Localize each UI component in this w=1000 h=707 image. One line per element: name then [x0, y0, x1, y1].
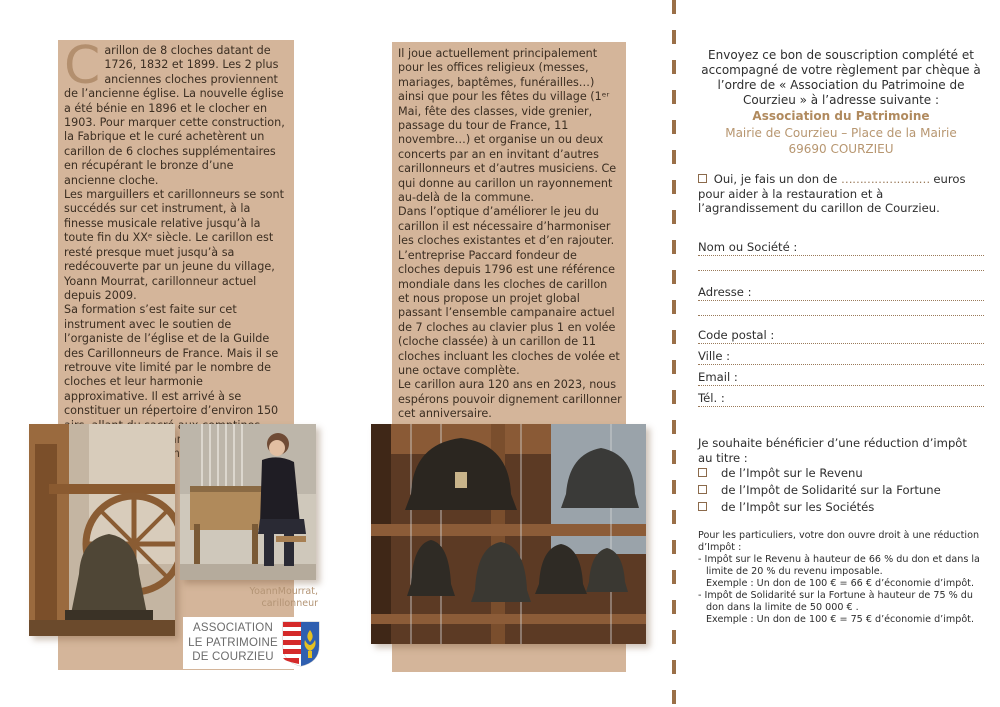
address-field[interactable] [698, 285, 984, 301]
carillonneur-photo [180, 424, 316, 580]
association-name: Association du Patrimoine [752, 109, 930, 123]
association-logo [183, 617, 323, 669]
notes-isf-2: don dans la limite de 50 000 € . [706, 602, 859, 613]
column1-text [64, 36, 288, 462]
phone-field[interactable] [698, 391, 984, 407]
photo-caption [220, 586, 318, 609]
column2-text [398, 47, 622, 422]
notes-ir-1: - Impôt sur le Revenu à hauteur de 66 % du don et dans la [698, 554, 980, 565]
column2-paragraph-2: Dans l’optique d’améliorer le jeu du carillon il est nécessaire d’harmoniser les cloches existantes et d’en rajouter. [398, 205, 615, 248]
notes-intro: Pour les particuliers, votre don ouvre droit à une réduction d’Impôt : [698, 530, 980, 553]
bells-photo [371, 424, 646, 644]
association-address [698, 126, 984, 157]
option-wealth-tax[interactable] [698, 483, 941, 497]
address-line-1: Mairie de Courzieu – Place de la Mairie [725, 126, 957, 140]
notes-isf-1: - Impôt de Solidarité sur la Fortune à hauteur de 75 % du [698, 590, 973, 601]
phone-label: Tél. : [698, 391, 725, 405]
donation-checkbox[interactable] [698, 174, 707, 183]
donation-prefix: Oui, je fais un don de [713, 172, 838, 186]
postal-code-field[interactable] [698, 328, 984, 344]
column1-paragraph-1: arillon de 8 cloches datant de 1726, 1832 et 1899. Les 2 plus anciennes cloches proviennent de l’ancienne église. La nouvelle église a été bénie en 1896 et le clocher en 1903. Pour marquer cette construction, la Fabrique et le curé achetèrent un carillon de 6 cloches supplémentaires en récupérant le bronze d’une ancienne cloche. [64, 44, 285, 187]
coat-of-arms-icon [281, 620, 321, 668]
option-corporate-tax[interactable] [698, 500, 874, 514]
wealth-tax-label: de l’Impôt de Solidarité sur la Fortune [721, 483, 941, 497]
name-field[interactable] [698, 240, 984, 256]
column2-paragraph-4: Le carillon aura 120 ans en 2023, nous espérons pouvoir dignement carillonner cet anniversaire. [398, 378, 622, 421]
logo-text [187, 621, 279, 665]
address-label: Adresse : [698, 285, 752, 299]
city-label: Ville : [698, 349, 731, 363]
form-intro: Envoyez ce bon de souscription complété et accompagné de votre règlement par chèque à l’ordre de « Association du Patrimoine de Courzieu » à l’adresse suivante : [701, 48, 981, 107]
column2-paragraph-1: Il joue actuellement principalement pour les offices religieux (messes, mariages, baptêmes, funérailles…) ainsi que pour les fêtes du village (1ᵉʳ Mai, fête des classes, vide grenier, passage du tour de France, 11 novembre…) et organise un ou deux concerts par an en invitant d’autres carillonneurs et d’autres musiciens. Ce qui donne au carillon un rayonnement au-delà de la commune. [398, 47, 617, 205]
column1-paragraph-3: Sa formation s’est faite sur cet instrument avec le soutien de l’organiste de l’église et de la Guilde des Carillonneurs de France. Mais il se retrouve vite limité par le nombre de cloches et leur harmonie approximative. Il est arrivé à se constituer un répertoire d’environ 150 [64, 303, 279, 418]
notes-ir-2: limite de 20 % du revenu imposable. [706, 566, 883, 577]
bells-image [371, 424, 646, 644]
bell-tower-photo [29, 424, 175, 636]
corporate-tax-checkbox[interactable] [698, 502, 707, 511]
logo-line-3: DE COURZIEU [192, 651, 274, 663]
column2-paragraph-3: L’entreprise Paccard fondeur de cloches depuis 1796 est une référence mondiale dans les cloches de carillon et nous propose un projet global passant l’ensemble campanaire actuel de 7 cloches au clavier plus 1 en volée (cloche classée) à un carillon de 11 cloches incluant les cloches de volée et une octave complète. [398, 248, 620, 377]
caption-name: YoannMourrat, [249, 586, 318, 597]
tax-reduction-intro: Je souhaite bénéficier d’une réduction d’impôt au titre : [698, 436, 967, 465]
logo-line-1: ASSOCIATION [193, 622, 273, 634]
income-tax-checkbox[interactable] [698, 468, 707, 477]
column1-paragraph-2: Les marguillers et carillonneurs se sont succédés sur cet instrument, à la finesse musicale relative jusqu’à la toute fin du XXᵉ siècle. Le carillon est resté presque muet jusqu’à sa redécouverte par un jeune du village, Yoann Mourrat, carillonneur actuel depuis 2009. [64, 188, 285, 302]
donation-purpose: pour aider à la restauration et à l’agrandissement du carillon de Courzieu. [698, 186, 940, 215]
logo-line-2: LE PATRIMOINE [188, 636, 278, 649]
email-field[interactable] [698, 370, 984, 386]
wealth-tax-checkbox[interactable] [698, 485, 707, 494]
income-tax-label: de l’Impôt sur le Revenu [721, 466, 863, 480]
donation-statement [698, 172, 984, 216]
notes-isf-example: Exemple : Un don de 100 € = 75 € d’économie d’impôt. [706, 614, 974, 625]
city-field[interactable] [698, 349, 984, 365]
carillonneur-image [180, 424, 316, 580]
postal-code-label: Code postal : [698, 328, 775, 342]
corporate-tax-label: de l’Impôt sur les Sociétés [721, 500, 875, 514]
donation-unit: euros [933, 172, 966, 186]
bell-tower-image [29, 424, 175, 636]
address-line-2: 69690 COURZIEU [788, 141, 894, 156]
name-field-line-2[interactable] [698, 270, 984, 271]
name-label: Nom ou Société : [698, 240, 798, 254]
caption-role: carillonneur [261, 597, 318, 609]
email-label: Email : [698, 370, 738, 384]
option-income-tax[interactable] [698, 466, 863, 480]
notes-ir-example: Exemple : Un don de 100 € = 66 € d’économie d’impôt. [706, 578, 974, 589]
dropcap: C [64, 36, 101, 96]
cut-line-divider [672, 0, 676, 707]
donation-amount-field[interactable]: …………………… [840, 172, 930, 186]
address-field-line-2[interactable] [698, 315, 984, 316]
tax-notes [698, 530, 984, 626]
